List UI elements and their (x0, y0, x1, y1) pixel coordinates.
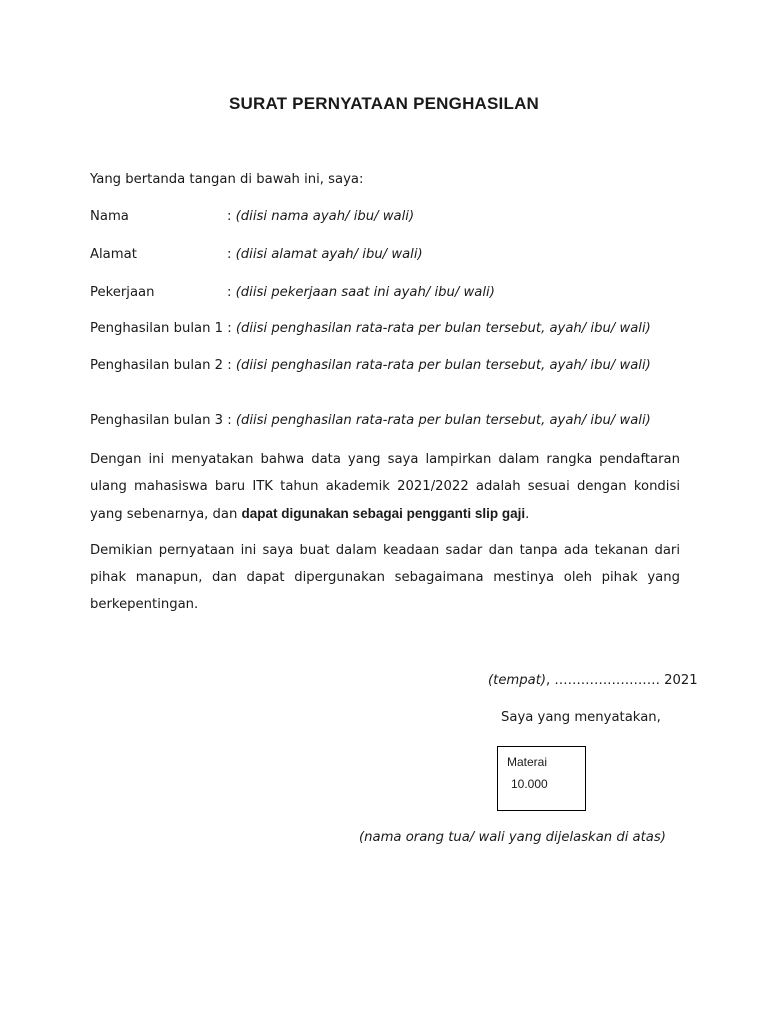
field-separator: : (223, 413, 236, 428)
field-separator: : (223, 321, 236, 336)
field-value: (diisi alamat ayah/ ibu/ wali) (235, 247, 423, 262)
stamp-value: 10.000 (511, 777, 548, 791)
field-label: Alamat (90, 247, 137, 262)
stamp-label: Materai (507, 755, 548, 769)
field-value: (diisi penghasilan rata-rata per bulan tersebut, ayah/ ibu/ wali) (235, 358, 651, 373)
field-label: Nama (90, 209, 129, 224)
field-penghasilan-1 (90, 321, 651, 336)
field-penghasilan-3 (90, 413, 651, 428)
place-placeholder: (tempat) (488, 673, 547, 688)
field-label: Penghasilan bulan 1 (90, 321, 224, 336)
signatory-statement: Saya yang menyatakan, (501, 710, 661, 725)
statement-bold-text: dapat digunakan sebagai pengganti slip gaji (241, 506, 526, 521)
statement-text: Dengan ini menyatakan bahwa data yang saya lampirkan dalam rangka pendaftaran ulang mahasiswa baru ITK tahun akademik 2021/2022 adalah sesuai dengan kondisi yang sebenarnya, dan (90, 452, 680, 522)
field-separator: : (223, 358, 236, 373)
field-penghasilan-2 (90, 358, 651, 373)
signatory-name-placeholder: (nama orang tua/ wali yang dijelaskan di atas) (359, 830, 666, 845)
field-separator: : (227, 285, 236, 300)
date-text: , …………………… 2021 (546, 673, 698, 688)
field-value: (diisi pekerjaan saat ini ayah/ ibu/ wali) (235, 285, 495, 300)
intro-text: Yang bertanda tangan di bawah ini, saya: (90, 172, 364, 187)
closing-paragraph: Demikian pernyataan ini saya buat dalam keadaan sadar dan tanpa ada tekanan dari pihak manapun, dan dapat dipergunakan sebagaimana mestinya oleh pihak yang berkepentingan. (90, 543, 680, 612)
field-value: (diisi nama ayah/ ibu/ wali) (235, 209, 415, 224)
materai-stamp-box (497, 746, 586, 811)
field-value: (diisi penghasilan rata-rata per bulan tersebut, ayah/ ibu/ wali) (235, 413, 651, 428)
field-label: Penghasilan bulan 3 (90, 413, 224, 428)
field-separator: : (227, 247, 236, 262)
statement-paragraph (90, 446, 680, 528)
field-pekerjaan (90, 285, 495, 300)
place-date-line (488, 673, 698, 688)
field-label: Penghasilan bulan 2 (90, 358, 224, 373)
field-value: (diisi penghasilan rata-rata per bulan tersebut, ayah/ ibu/ wali) (235, 321, 651, 336)
field-nama (90, 209, 414, 224)
document-title: SURAT PERNYATAAN PENGHASILAN (228, 94, 540, 113)
field-label: Pekerjaan (90, 285, 155, 300)
field-alamat (90, 247, 423, 262)
statement-end: . (525, 507, 530, 522)
field-separator: : (227, 209, 236, 224)
